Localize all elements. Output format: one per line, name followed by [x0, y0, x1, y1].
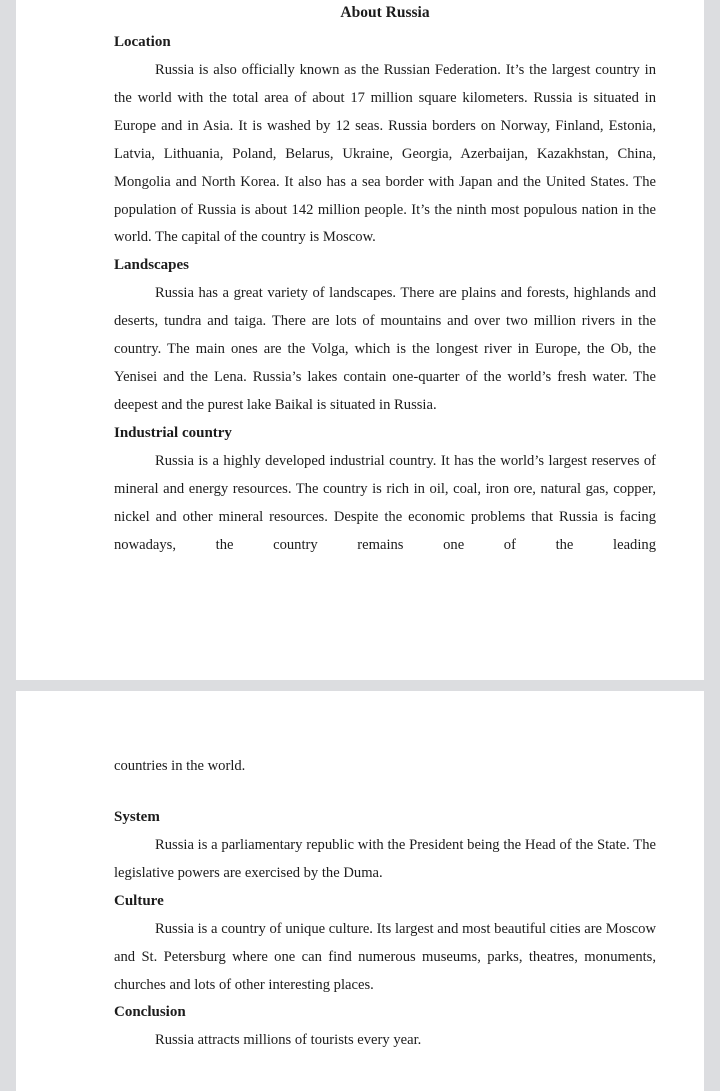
section-heading-landscapes: Landscapes: [114, 257, 190, 274]
page-2-body: [114, 753, 656, 1055]
section-heading-industrial: Industrial country: [114, 424, 232, 441]
page-1-body: [114, 0, 656, 560]
section-paragraph-conclusion: Russia attracts millions of tourists every year.: [155, 1032, 422, 1049]
section-paragraph-industrial-continued: countries in the world.: [114, 758, 246, 774]
section-paragraph-system: Russia is a parliamentary republic with the President being the Head of the State. The legislative powers are exercised by the Duma.: [114, 836, 656, 881]
document-title: About Russia: [340, 4, 430, 21]
document-page-1: [16, 0, 704, 680]
section-paragraph-landscapes: Russia has a great variety of landscapes. There are plains and forests, highlands and deserts, tundra and taiga. There are lots of mountains and over two million rivers in the country. The main ones are the Volga, which is the longest river in Europe, the Ob, the Yenisei and the Lena. Russia’s lakes contain one-quarter of the world’s fresh water. The deepest and the purest lake Baikal is situated in Russia.: [114, 285, 656, 413]
section-paragraph-industrial: Russia is a highly developed industrial country. It has the world’s largest reserves of mineral and energy resources. The country is rich in oil, coal, iron ore, natural gas, copper, nickel and other mineral resources. Despite the economic problems that Russia is facing nowadays, the country remains one of the leading: [114, 452, 656, 553]
section-heading-culture: Culture: [114, 892, 164, 909]
section-paragraph-location: Russia is also officially known as the Russian Federation. It’s the largest country in the world with the total area of about 17 million square kilometers. Russia is situated in Europe and in Asia. It is washed by 12 seas. Russia borders on Norway, Finland, Estonia, Latvia, Lithuania, Poland, Belarus, Ukraine, Georgia, Azerbaijan, Kazakhstan, China, Mongolia and North Korea. It also has a sea border with Japan and the United States. The population of Russia is about 142 million people. It’s the ninth most populous nation in the world. The capital of the country is Moscow.: [114, 62, 656, 246]
document-page-2: [16, 691, 704, 1091]
section-heading-conclusion: Conclusion: [114, 1004, 186, 1021]
section-paragraph-culture: Russia is a country of unique culture. Its largest and most beautiful cities are Moscow and St. Petersburg where one can find numerous museums, parks, theatres, monuments, churches and lots of other interesting places.: [114, 920, 656, 993]
section-heading-system: System: [114, 808, 160, 825]
section-heading-location: Location: [114, 34, 171, 50]
